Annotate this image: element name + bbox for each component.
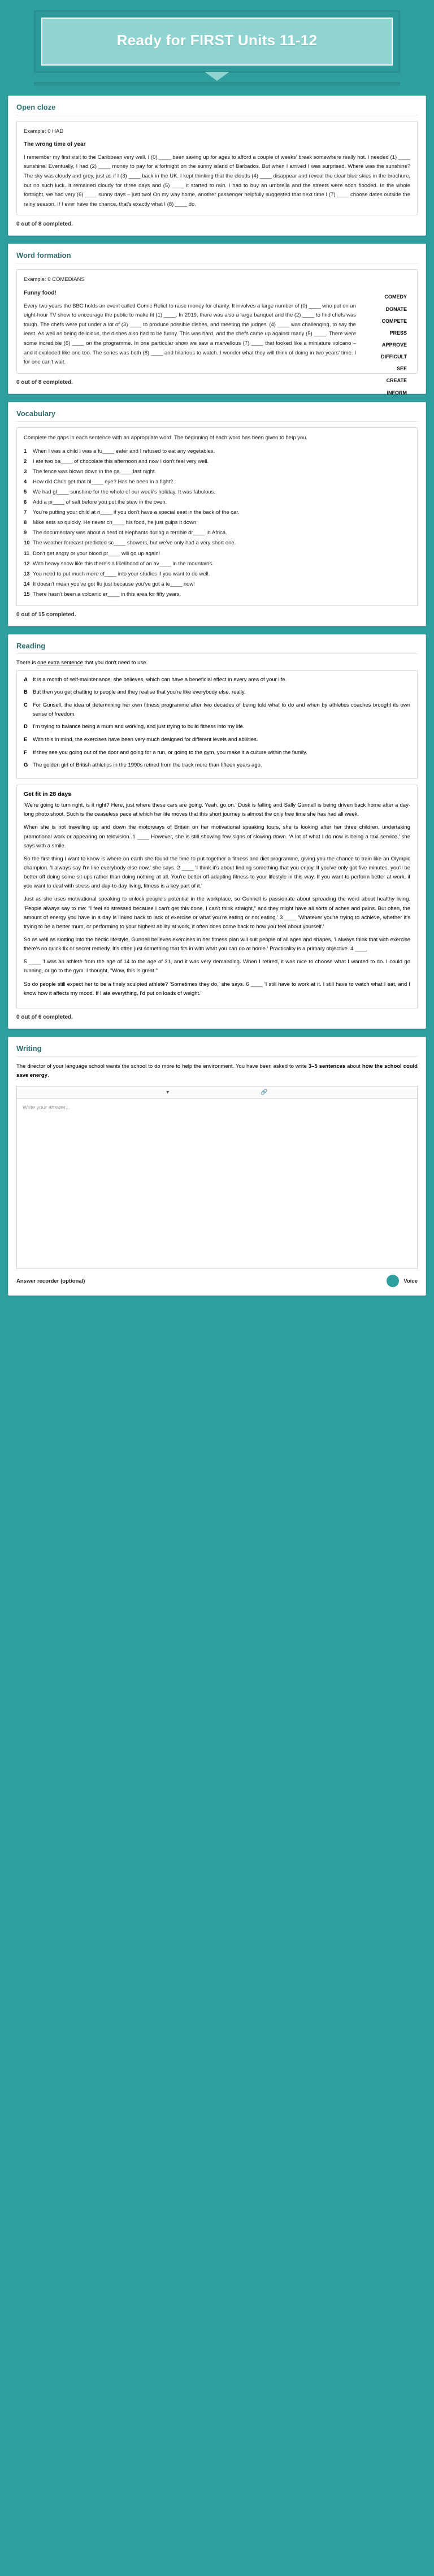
list-item bbox=[24, 487, 410, 497]
article-paragraph: So the first thing I want to know is where on earth she found the time to put together a fitness and diet programme, giving you the chance to train like an Olympic champion. 'I always say I'm like everybody else now,' she says. 2 ____ 'I think it's about finding something that you enjoy. If you've only got five minutes, you'll be better off doing some sit-ups rather than doing nothing at all. You're better off adapting fitness to your lifestyle in this way. If you want to perform better at work, if you want to deal with stress and day-to-day living, fitness is a key part of it.' bbox=[24, 855, 410, 890]
item-number: 11 bbox=[24, 550, 30, 557]
vocabulary-instructions: Complete the gaps in each sentence with an appropriate word. The beginning of each word has been given to help you. bbox=[24, 434, 308, 441]
reading-instructions bbox=[8, 660, 426, 670]
list-item bbox=[24, 549, 410, 559]
word-formation-subtitle: Funny food! bbox=[24, 290, 57, 296]
section-title-writing: Writing bbox=[16, 1044, 42, 1053]
prompt-word: APPROVE bbox=[381, 341, 407, 348]
item-number: 13 bbox=[24, 570, 30, 577]
item-text: How did Chris get that bl____ eye? Has he been in a fight? bbox=[33, 479, 173, 486]
writing-prompt-post: . bbox=[47, 1072, 49, 1079]
item-text: The fence was blown down in the ga____ last night. bbox=[33, 469, 157, 475]
list-item bbox=[24, 518, 410, 528]
item-number: 12 bbox=[24, 560, 30, 567]
item-text: You need to put much more ef____ into your studies if you want to do well. bbox=[33, 570, 210, 577]
header-banner bbox=[0, 0, 434, 88]
list-item[interactable] bbox=[24, 701, 410, 718]
item-text: The documentary was about a herd of elephants during a terrible dr____ in Africa. bbox=[33, 530, 227, 536]
option-letter: F bbox=[24, 749, 27, 756]
microphone-icon[interactable] bbox=[387, 1275, 399, 1287]
item-text: You're putting your child at ri____ if you don't have a special seat in the back of the car. bbox=[33, 509, 240, 516]
list-item bbox=[24, 508, 410, 518]
option-text: It is a month of self-maintenance, she believes, which can have a beneficial effect in every area of your life. bbox=[33, 676, 287, 683]
item-text: Add a pi____ of salt before you put the stew in the oven. bbox=[33, 499, 167, 506]
prompt-word: COMPETE bbox=[381, 318, 407, 324]
word-formation-text: Every two years the BBC holds an event called Comic Relief to raise money for charity. It involves a large number of (0) ____ who put on an eight-hour TV show to encourage the public to make fit (1) ____. In 2019, there was also a large banquet and the (2) ____ to find chefs was tough. The chefs were put under a lot of (3) ____ to produce possible dishes, and meeting the judges' (4) ____ was challenging, to say the least. As well as being delicious, the dishes also had to be funny. This was hard, and the chefs came up against many (5) ____. There were some incredible (6) ____ on the programme. In one particular show we saw a marvellous (7) ____ that looked like a miniature volcano – and it exploded like one too. The series was both (8) ____ and hilarious to watch. I wonder what they will think of doing in two years' time. I for one can't wait. bbox=[24, 302, 356, 366]
answer-textarea[interactable]: Write your answer... bbox=[23, 1105, 70, 1111]
item-text: Don't get angry or your blood pr____ will go up again! bbox=[33, 550, 160, 557]
reading-options-box bbox=[16, 670, 418, 779]
item-text: I ate two ba____ of chocolate this afternoon and now I don't feel very well. bbox=[33, 458, 209, 465]
list-item bbox=[24, 569, 410, 579]
list-item bbox=[24, 497, 410, 508]
item-number: 2 bbox=[24, 458, 27, 465]
page-footer-spacer bbox=[0, 1296, 434, 1310]
item-number: 1 bbox=[24, 448, 27, 455]
item-text: The weather forecast predicted sc____ showers, but we've only had a very short one. bbox=[33, 540, 236, 547]
article-paragraph: When she is not travelling up and down the motorways of Britain on her motivational speaking tours, she is looking after her three children, undertaking promotional work or appearing on television. 1 ____ However, she is still showing few signs of slowing down. 'A lot of what I do now is being a taxi service,' she says with a smile. bbox=[24, 824, 410, 849]
article-paragraph: So do people still expect her to be a finely sculpted athlete? 'Sometimes they do,' she says. 6 ____ 'I still have to work at it. I still have to watch what I eat, and I know how it affects my mood. If I ate everything, I'd put on loads of weight.' bbox=[24, 981, 410, 997]
item-number: 9 bbox=[24, 530, 27, 536]
reading-article bbox=[16, 785, 418, 1008]
writing-prompt-bold-topic: how the school could save energy bbox=[16, 1063, 418, 1079]
word-formation-status: 0 out of 8 completed. bbox=[16, 379, 73, 386]
open-cloze-status: 0 out of 8 completed. bbox=[16, 221, 73, 228]
item-number: 3 bbox=[24, 469, 27, 475]
writing-instructions bbox=[8, 1062, 426, 1086]
page-title: Ready for FIRST Units 11-12 bbox=[116, 32, 318, 49]
article-paragraph: So as well as slotting into the hectic lifestyle, Gunnell believes exercises in her fitness plan will suit people of all ages and shapes. 'I always think that with exercise there's no quick fix or secret remedy. It's often just something that fits in with what you can do at home.' Practicality is a primary objective. 4 ____ bbox=[24, 936, 410, 953]
option-text: With this in mind, the exercises have been very much designed for different levels and abilities. bbox=[33, 737, 258, 743]
writing-prompt-pre: The director of your language school wants the school to do more to help the environment. You have been asked to write bbox=[16, 1063, 309, 1070]
section-reading bbox=[8, 634, 426, 1029]
section-writing bbox=[8, 1037, 426, 1296]
section-vocabulary bbox=[8, 402, 426, 626]
item-text: There hasn't been a volcanic er____ in this area for fifty years. bbox=[33, 591, 181, 598]
list-item bbox=[24, 477, 410, 487]
reading-status: 0 out of 6 completed. bbox=[16, 1014, 73, 1020]
item-number: 4 bbox=[24, 479, 27, 486]
list-item bbox=[24, 457, 410, 467]
option-letter: C bbox=[24, 702, 28, 709]
list-item[interactable] bbox=[24, 735, 410, 744]
item-number: 5 bbox=[24, 489, 27, 496]
vocabulary-status: 0 out of 15 completed. bbox=[16, 611, 76, 618]
section-title-vocabulary: Vocabulary bbox=[16, 409, 56, 418]
reading-note-emphasis: one extra sentence bbox=[37, 659, 83, 666]
section-open-cloze bbox=[8, 96, 426, 236]
voice-label: Voice bbox=[403, 1278, 418, 1284]
banner-shadow bbox=[34, 82, 400, 88]
option-text: The golden girl of British athletics in the 1990s retired from the track more than fifteen years ago. bbox=[33, 762, 262, 769]
word-formation-body bbox=[24, 275, 410, 367]
list-item bbox=[24, 447, 410, 457]
reading-note-post: that you don't need to use. bbox=[83, 659, 148, 666]
list-item[interactable] bbox=[24, 722, 410, 731]
item-number: 10 bbox=[24, 540, 30, 547]
writing-prompt-bold-length: 3–5 sentences bbox=[308, 1063, 346, 1070]
prompt-word: DONATE bbox=[385, 306, 407, 312]
article-paragraph: Just as she uses motivational speaking to unlock people's potential in the workplace, so Gunnell is passionate about spreading the word about healthy living. 'People always say to me: "I feel so stressed because I can't get this done, I can't think straight," and they might have all sorts of aches and pains. But often, the amount of energy you have in a day is linked back to lack of exercise or what you're eating or not eating.' 3 ____ 'Whatever you're trying to achieve, whether it's trying to be a better mum, or performing to your highest ability at work, it often does come back to how you feel about yourself.' bbox=[24, 896, 410, 930]
item-number: 15 bbox=[24, 591, 30, 598]
reading-note-pre: There is bbox=[16, 659, 37, 666]
item-text: We had gl____ sunshine for the whole of our week's holiday. It was fabulous. bbox=[33, 489, 216, 496]
article-paragraph: 5 ____ 'I was an athlete from the age of 14 to the age of 31, and it was very demanding. When I retired, it was nice to choose what I wanted to do. I could go running, or go to the gym. I thought, "Wow, this is great."' bbox=[24, 959, 410, 975]
option-letter: E bbox=[24, 737, 28, 743]
open-cloze-box bbox=[16, 121, 418, 216]
list-item[interactable] bbox=[24, 688, 410, 697]
answer-recorder-label: Answer recorder (optional) bbox=[16, 1278, 85, 1284]
list-item bbox=[24, 528, 410, 538]
answer-recorder-row bbox=[8, 1269, 426, 1287]
section-word-formation bbox=[8, 244, 426, 394]
banner-outer-frame bbox=[34, 10, 400, 73]
list-item[interactable] bbox=[24, 761, 410, 770]
item-number: 14 bbox=[24, 581, 30, 587]
editor-toolbar[interactable] bbox=[17, 1086, 417, 1099]
open-cloze-paragraph: I remember my first visit to the Caribbean very well. I (0) ____ been saving up for ages to afford a couple of weeks' break somewhere really hot. I needed (1) ____ sunshine! Eventually, I had (2) ____ money to pay for a fortnight on the sunny island of Barbados. But when I arrived I was surprised. Where was the sunshine? The sky was cloudy and grey, just as if I (3) ____ back in the UK. I kept thinking that the clouds (4) ____ disappear and reveal the clear blue skies in the brochure, but no such luck. It remained cloudy for three days and (5) ____ it started to rain. I had to buy an umbrella and the streets were soon flooded. In the whole fortnight, we had very (6) ____ sunny days – just two! On my way home, another passenger helpfully suggested that next time I (7) ____ choose dates outside the rainy season. If I ever have the chance, that's exactly what I (8) ____ do. bbox=[24, 154, 410, 207]
article-paragraph: 'We're going to turn right, is it right? Here, just where these cars are going. Yeah, go on.' Dusk is falling and Sally Gunnell is being driven back home after a day-long photo shoot. Such is the ceaseless pace at which her life moves that this short journey is almost the only free time she has had all week. bbox=[24, 802, 410, 818]
item-text: It doesn't mean you've got flu just because you've got a te____ now! bbox=[33, 581, 195, 587]
writing-prompt-mid: about bbox=[345, 1063, 362, 1070]
item-number: 7 bbox=[24, 509, 27, 516]
option-letter: D bbox=[24, 724, 28, 730]
list-item bbox=[24, 590, 410, 600]
divider bbox=[16, 1056, 418, 1057]
section-title-open-cloze: Open cloze bbox=[16, 102, 56, 111]
link-icon[interactable]: 🔗 bbox=[261, 1089, 268, 1096]
option-letter: A bbox=[24, 676, 28, 683]
list-item[interactable] bbox=[24, 748, 410, 757]
option-text: If they see you going out of the door and going for a run, or going to the gym, you make it a culture within the family. bbox=[33, 749, 307, 756]
prompt-word: DIFFICULT bbox=[381, 354, 407, 360]
item-text: With heavy snow like this there's a likelihood of an av____ in the mountains. bbox=[33, 560, 214, 567]
list-item bbox=[24, 467, 410, 477]
list-item[interactable] bbox=[24, 676, 410, 685]
chevron-down-icon[interactable]: ▾ bbox=[166, 1089, 170, 1096]
answer-editor[interactable] bbox=[16, 1086, 418, 1269]
list-item bbox=[24, 579, 410, 590]
prompt-word: PRESS bbox=[389, 330, 407, 336]
word-formation-prompt-words bbox=[358, 291, 407, 399]
item-number: 8 bbox=[24, 519, 27, 526]
prompt-word: SEE bbox=[396, 366, 407, 372]
option-text: But then you get chatting to people and they realise that you're like everybody else, really. bbox=[33, 689, 246, 696]
option-text: For Gunsell, the idea of determining her own fitness programme after two decades of being told what to do and when by athletics coaches brought its own sense of freedom. bbox=[33, 702, 410, 717]
section-title-word-formation: Word formation bbox=[16, 251, 71, 260]
option-letter: G bbox=[24, 762, 28, 769]
prompt-word: COMEDY bbox=[384, 294, 407, 300]
vocabulary-box bbox=[16, 427, 418, 606]
banner-inner-frame bbox=[41, 18, 393, 66]
voice-record-button[interactable] bbox=[387, 1275, 418, 1287]
open-cloze-subtitle: The wrong time of year bbox=[24, 141, 86, 148]
article-title: Get fit in 28 days bbox=[24, 791, 72, 798]
open-cloze-example: Example: 0 HAD bbox=[24, 128, 64, 135]
item-text: Mike eats so quickly. He never ch____ his food, he just gulps it down. bbox=[33, 519, 198, 526]
section-title-reading: Reading bbox=[16, 641, 46, 650]
open-cloze-text bbox=[24, 153, 410, 210]
banner-notch bbox=[205, 72, 229, 81]
option-letter: B bbox=[24, 689, 28, 696]
divider bbox=[16, 421, 418, 422]
item-text: When I was a child I was a fu____ eater and I refused to eat any vegetables. bbox=[33, 448, 215, 455]
list-item bbox=[24, 559, 410, 569]
prompt-word: INFORM bbox=[387, 389, 407, 396]
option-text: I'm trying to balance being a mum and working, and just trying to build fitness into my life. bbox=[33, 724, 245, 730]
word-formation-example: Example: 0 COMEDIANS bbox=[24, 276, 85, 283]
prompt-word: CREATE bbox=[386, 378, 407, 384]
list-item bbox=[24, 538, 410, 548]
divider bbox=[16, 653, 418, 654]
item-number: 6 bbox=[24, 499, 27, 506]
